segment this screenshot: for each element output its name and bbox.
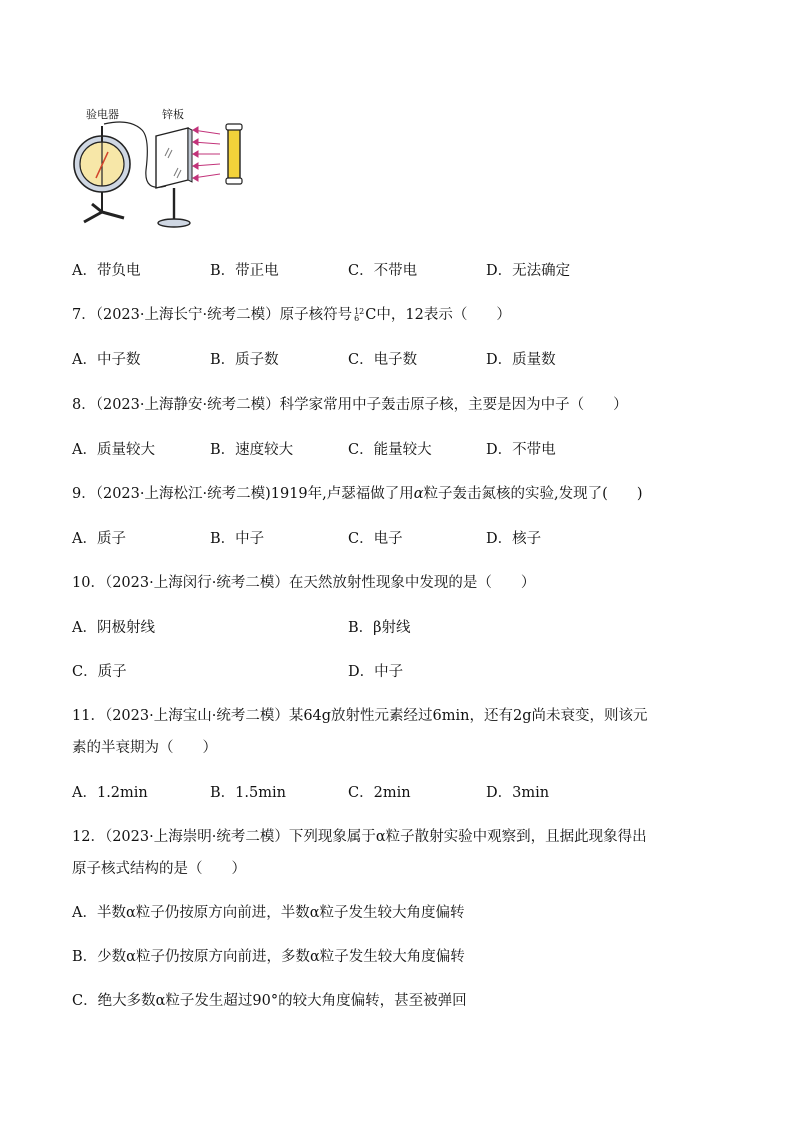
q7-isotope-atomic: 6 — [354, 314, 360, 323]
q11-option-a: A．1.2min — [72, 785, 148, 801]
q8-option-d: D．不带电 — [486, 442, 556, 458]
q9-option-a: A．质子 — [72, 531, 126, 547]
electroscope-icon — [74, 126, 130, 222]
q10-stem: 10．（2023·上海闵行·统考二模）在天然放射性现象中发现的是（ ） — [72, 575, 536, 591]
electroscope-label: 验电器 — [86, 108, 119, 121]
electroscope-diagram — [70, 100, 250, 232]
q6-option-d: D．无法确定 — [486, 263, 571, 279]
zinc-plate-label: 锌板 — [162, 108, 184, 121]
q9-stem — [72, 484, 642, 504]
q8-stem: 8．（2023·上海静安·统考二模）科学家常用中子轰击原子核，主要是因为中子（ ） — [72, 397, 628, 413]
q7-stem-before: 7．（2023·上海长宁·统考二模）原子核符号 — [72, 307, 353, 323]
q10-option-d: D．中子 — [348, 664, 404, 680]
q7-stem-after: 中，12表示（ ） — [376, 307, 511, 323]
q11-stem-line1: 11．（2023·上海宝山·统考二模）某64g放射性元素经过6min，还有2g尚未衰变，则该元 — [72, 708, 648, 724]
q11-option-c: C．2min — [348, 785, 411, 801]
q9-option-b: B．中子 — [210, 531, 265, 547]
q8-option-b: B．速度较大 — [210, 442, 294, 458]
q9-alpha-symbol: α — [413, 486, 424, 502]
q7-option-c: C．电子数 — [348, 352, 418, 368]
q9-option-c: C．电子 — [348, 531, 403, 547]
q10-option-c: C．质子 — [72, 664, 127, 680]
q7-option-b: B．质子数 — [210, 352, 279, 368]
q7-isotope-mass: 12 — [354, 307, 365, 316]
q6-option-c: C．不带电 — [348, 263, 418, 279]
q11-stem-line2: 素的半衰期为（ ） — [72, 740, 217, 756]
q11-option-d: D．3min — [486, 785, 550, 801]
q6-option-b: B．带正电 — [210, 263, 279, 279]
experiment-figure — [70, 100, 250, 232]
q7-stem — [72, 305, 511, 325]
q7-isotope-symbol: C — [365, 307, 377, 323]
q10-option-a: A．阴极射线 — [72, 620, 155, 636]
q12-stem-line2: 原子核式结构的是（ ） — [72, 861, 246, 877]
zinc-plate-icon — [156, 128, 192, 227]
light-rays-icon — [193, 127, 220, 181]
q7-option-d: D．质量数 — [486, 352, 556, 368]
q12-option-c: C．绝大多数α粒子发生超过90°的较大角度偏转，甚至被弹回 — [72, 993, 467, 1009]
q8-option-c: C．能量较大 — [348, 442, 432, 458]
q11-option-b: B．1.5min — [210, 785, 286, 801]
q7-isotope — [354, 308, 364, 322]
q8-option-a: A．质量较大 — [72, 442, 155, 458]
q9-option-d: D．核子 — [486, 531, 542, 547]
q6-option-a: A．带负电 — [72, 263, 141, 279]
q9-stem-after: 粒子轰击氮核的实验,发现了( ) — [423, 486, 643, 502]
q9-stem-before: 9．（2023·上海松江·统考二模)1919年,卢瑟福做了用 — [72, 486, 414, 502]
q7-option-a: A．中子数 — [72, 352, 141, 368]
q12-option-b: B．少数α粒子仍按原方向前进，多数α粒子发生较大角度偏转 — [72, 949, 465, 965]
uv-lamp-icon — [226, 124, 242, 184]
q10-option-b: B．β射线 — [348, 620, 411, 636]
q12-stem-line1: 12．（2023·上海崇明·统考二模）下列现象属于α粒子散射实验中观察到，且据此现象得出 — [72, 829, 647, 845]
q12-option-a: A．半数α粒子仍按原方向前进，半数α粒子发生较大角度偏转 — [72, 905, 465, 921]
